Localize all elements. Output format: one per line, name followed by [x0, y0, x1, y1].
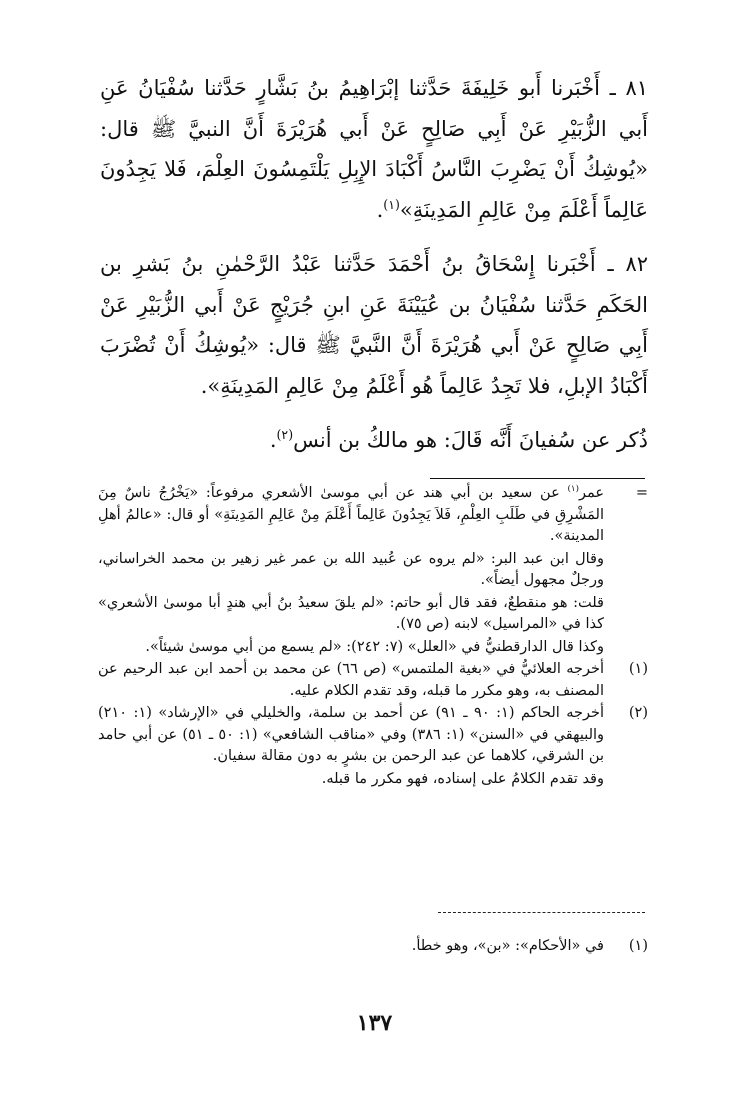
footnote-continued — [98, 483, 648, 659]
footnote-paragraph — [98, 483, 604, 548]
footnote-ref-2: (٢) — [276, 427, 294, 442]
footnote-marker: = — [635, 485, 648, 501]
secondary-footnote — [98, 935, 648, 958]
secondary-footnote-separator — [438, 912, 645, 913]
footnote-ref-1: (١) — [383, 196, 400, 212]
hadith-82: ٨٢ ـ أَخْبَرنا إِسْحَاقُ بنُ أَحْمَدَ حَدَّثنا عَبْدُ الرَّحْمٰنِ بنُ بَشرِ بن الحَكَمِ حَدَّثنا سُفْيَانُ بن عُيَيْنَةَ عَنِ ابنِ جُرَيْجٍ عَنْ أَبي الزُّبَيْرِ عَنْ أَبِي صَالِحٍ عَنْ أَبي هُرَيْرَةَ أَنَّ النَّبيَّ ﷺ قال: «يُوشِكُ أَنْ تُضْرَبَ أَكْبَادُ الإبلِ، فلا تَجِدُ عَالِماً هُو أَعْلَمُ مِنْ عَالِمِ المَدِينَةِ». — [100, 252, 648, 398]
footnote-marker: (١) — [628, 938, 648, 954]
footnote-paragraph: في «الأحكام»: «بن»، وهو خطأ. — [411, 938, 604, 954]
footnotes — [98, 483, 648, 791]
main-text — [100, 68, 648, 475]
footnote-text: عن سعيد بن أبي هند عن أبي موسىٰ الأشعري مرفوعاً: «يَخْرُجُ ناسٌ مِنَ المَشْرِقِ في طَلَبِ العِلْمِ، فَلاَ يَجِدُونَ عَالِماً أَعْلَمَ مِنْ عَالِمِ المَدِينَةِ» أو قال: «عالمُ أهلِ المدينة». — [98, 485, 604, 544]
footnote-paragraph: وقال ابن عبد البر: «لم يروه عن عُبيد الله بن عمر غير زهير بن محمد الخراساني، ورجلٌ مجهول أيضاً». — [98, 550, 604, 588]
footnote-marker: (١) — [628, 661, 648, 677]
page-number: ١٣٧ — [356, 1010, 393, 1036]
sufyan-quote-text: ذُكر عن سُفيانَ أَنَّه قَالَ: هو مالكُ بن أنس — [293, 428, 648, 452]
footnote-1 — [98, 659, 648, 703]
footnote-paragraph: وكذا قال الدارقطنيُّ في «العلل» (٧: ٢٤٢): «لم يسمع من أبي موسىٰ شيئاً». — [145, 638, 604, 655]
footnote-paragraph: أخرجه العلائيُّ في «بغية الملتمس» (ص ٦٦) عن محمد بن أحمد ابن عبد الرحيم عن المصنف به، وهو مكرر ما قبله، وقد تقدم الكلام عليه. — [98, 661, 604, 699]
hadith-81 — [100, 68, 648, 230]
footnote-marker: (٢) — [628, 705, 648, 721]
footnote-2 — [98, 703, 648, 791]
footnote-paragraph: وقد تقدم الكلامُ على إسناده، فهو مكرر ما قبله. — [321, 770, 604, 787]
hadith-81-end: . — [376, 197, 384, 222]
footnote-inner-ref: (١) — [567, 484, 579, 495]
footnote-paragraph: أخرجه الحاكم (١: ٩٠ ـ ٩١) عن أحمد بن سلمة، والخليلي في «الإرشاد» (١: ٢١٠) والبيهقي في «السنن» (١: ٣٨٦) وفي «مناقب الشافعي» (١: ٥٠ ـ ٥١) عن أبي حامد بن الشرقي، كلاهما عن عبد الرحمن بن بشرٍ به دون مقالة سفيان. — [98, 705, 605, 764]
footnote-paragraph: قلت: هو منقطعٌ، فقد قال أبو حاتم: «لم يلقَ سعيدُ بنُ أبي هندٍ أبا موسىٰ الأشعري» كذا في «المراسيل» لابنه (ص ٧٥). — [98, 594, 604, 632]
sufyan-quote — [100, 420, 648, 461]
footnote-text: عمر — [578, 485, 604, 501]
footnote-separator — [430, 478, 645, 479]
hadith-81-text: ٨١ ـ أَخْبَرنا أَبو خَلِيفَةَ حَدَّثنا إبْرَاهِيمُ بنُ بَشَّارٍ حَدَّثنا سُفْيَانُ عَنِ أَبي الزُّبَيْرِ عَنْ أَبِي صَالِحٍ عَنْ أَبي هُرَيْرَةَ أَنَّ النبيَّ ﷺ قال: «يُوشِكُ أَنْ يَضْرِبَ النَّاسُ أَكْبَادَ الإِبِلِ يَلْتَمِسُونَ العِلْمَ، فَلا يَجِدُونَ عَالِماً أَعْلَمَ مِنْ عَالِمِ المَدِينَةِ» — [100, 76, 648, 222]
sufyan-quote-end: . — [269, 428, 277, 452]
